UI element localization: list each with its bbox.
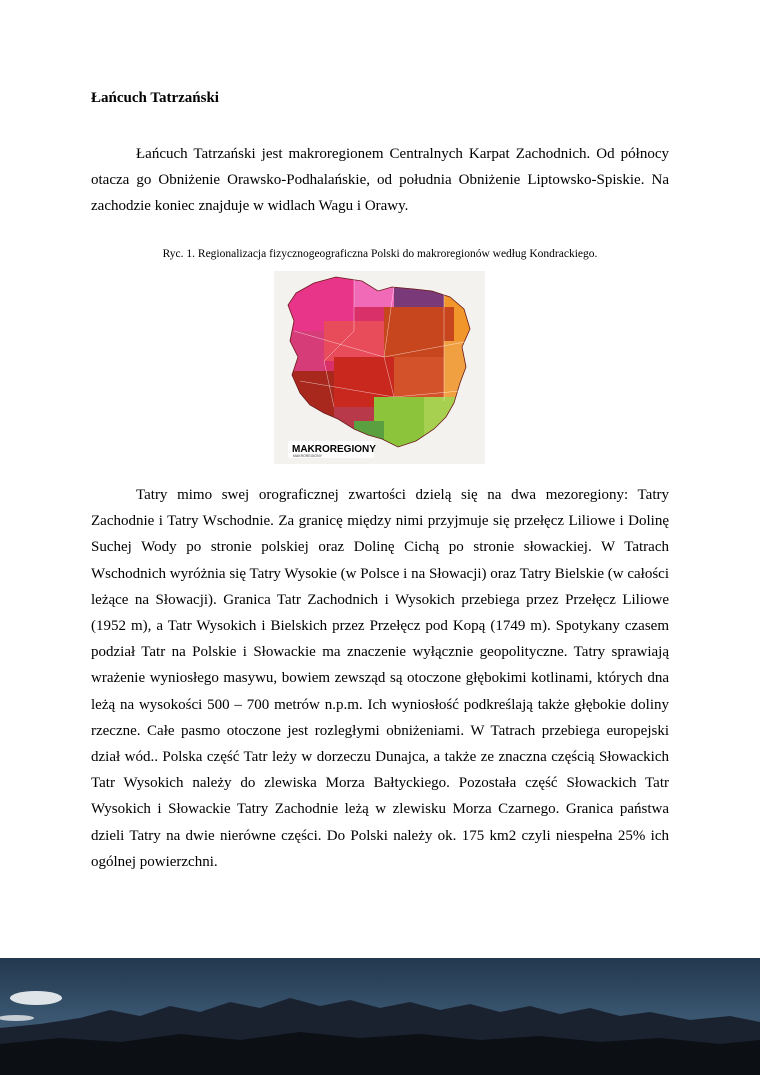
- cloud: [10, 991, 62, 1005]
- intro-paragraph: Łańcuch Tatrzański jest makroregionem Centralnych Karpat Zachodnich. Od północy otacza go Obniżenie Orawsko-Podhalańskie, od południa Obniżenie Liptowsko-Spiskie. Na zachodzie koniec znajduje w widlach Wagu i Orawy.: [91, 146, 669, 215]
- map-sublabel: MAKROREGIONY: [293, 454, 322, 458]
- main-paragraph: Tatry mimo swej orograficznej zwartości dzielą się na dwa mezoregiony: Tatry Zachodnie i Tatry Wschodnie. Za granicę między nimi przyjmuje się przełęcz Liliowe i Dolinę Suchej Wody po stronie polskiej oraz Dolinę Cichą po stronie słowackiej. W Tatrach Wschodnich wyróżnia się Tatry Wysokie (w Polsce i na Słowacji) oraz Tatry Bielskie (w całości leżące na Słowacji). Granica Tatr Zachodnich i Wysokich przebiega przez Przełęcz Liliowe (1952 m), a Tatr Wysokich i Bielskich przez Przełęcz pod Kopą (1749 m). Spotykany czasem podział Tatr na Polskie i Słowackie ma znaczenie wyłącznie geopolityczne. Tatry sprawiają wrażenie wyniosłego masywu, bowiem zewsząd są otoczone głębokimi kotlinami, których dna leżą na wysokości 500 – 700 metrów n.p.m. Ich wyniosłość podkreślają także głębokie doliny rzeczne. Całe pasmo otoczone jest rozległymi obniżeniami. W Tatrach przebiega europejski dział wód.. Polska część Tatr leży w dorzeczu Dunajca, a także ze znaczna częścią Słowackich Tatr Wysokich należy do zlewiska Morza Bałtyckiego. Pozostała część Słowackich Tatr Wysokich i Słowackie Tatry Zachodnie leżą w zlewisku Morza Czarnego. Granica państwa dzieli Tatry na dwie nierówne części. Do Polski należy ok. 175 km2 czyli niespełna 25% ich ogólnej powierzchni.: [91, 487, 669, 870]
- map-label: MAKROREGIONY: [292, 444, 376, 455]
- macroregions-map: [274, 271, 485, 464]
- tatra-mountains-banner: [0, 958, 760, 1075]
- section-title: Łańcuch Tatrzański: [91, 90, 219, 106]
- figure-caption: Ryc. 1. Regionalizacja fizycznogeograficzna Polski do makroregionów według Kondrackiego.: [162, 248, 598, 260]
- mountains-graphic: [0, 958, 760, 1075]
- map-graphic: [274, 271, 485, 464]
